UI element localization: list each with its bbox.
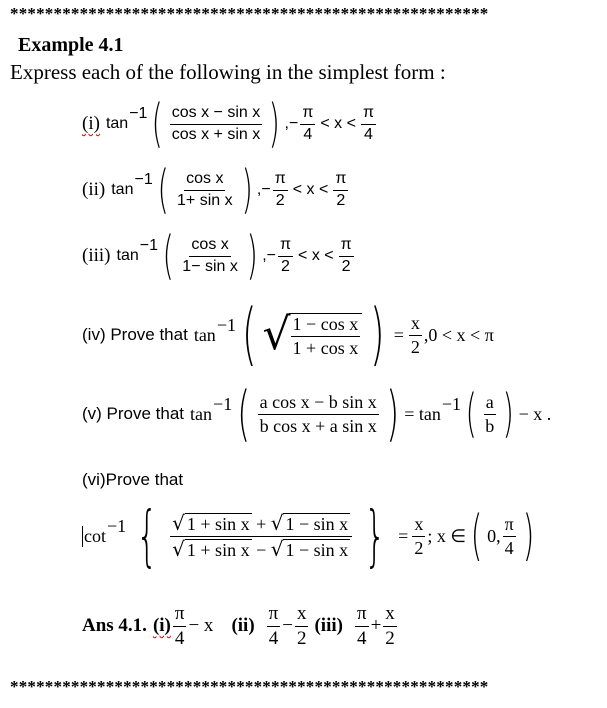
pi-symbol: π [267, 604, 281, 627]
minus-sign: − [251, 539, 271, 560]
sqrt-radicand: 1 + sin x [186, 539, 250, 560]
item-vi-result-den: 2 [414, 537, 424, 558]
item-ii-label: (ii) [82, 179, 106, 200]
item-v-tail: − x . [518, 403, 552, 424]
item-ii-cond: ,− [256, 181, 271, 198]
sqrt-icon: √ [262, 309, 291, 361]
item-i-fn: tan [105, 115, 129, 132]
sqrt-term [270, 510, 350, 535]
item-iii-numerator: cos x [189, 237, 230, 257]
item-ii-inequality: < x < [292, 181, 329, 198]
item-ii-rparen: ) [241, 160, 253, 220]
sqrt-icon: √ [270, 536, 284, 561]
item-v-result-fraction [483, 393, 496, 436]
answer-i-label: (i) [152, 615, 171, 636]
pi-symbol: π [173, 604, 187, 627]
item-i-rparen: ) [268, 94, 280, 154]
item-vi-equals: = [398, 525, 409, 546]
item-v-result-lparen: ( [465, 384, 477, 444]
item-iv-result-den: 2 [410, 336, 420, 357]
item-ii-fn: tan [111, 181, 134, 198]
item-vi-result [412, 515, 425, 558]
pi-symbol: π [300, 105, 315, 125]
answer-label: Ans 4.1. [82, 615, 147, 636]
denominator-4: 4 [364, 125, 373, 143]
denominator-4: 4 [504, 537, 514, 558]
answer-i-tail: − x [188, 615, 214, 636]
item-vi-numerator [170, 510, 352, 537]
sqrt-term [270, 536, 350, 561]
sqrt-radicand: 1 − sin x [285, 513, 349, 534]
item-v-result-den: b [485, 415, 495, 436]
sqrt-icon: √ [172, 510, 185, 535]
pi-symbol: π [339, 237, 354, 257]
item-iii-lparen: ( [162, 226, 174, 286]
denominator-2: 2 [341, 257, 351, 275]
item-iv-sqrt [262, 309, 365, 361]
plus-sign: + [251, 513, 271, 534]
item-iv-numerator: 1 − cos x [291, 315, 361, 337]
item-vi-interval-right [503, 515, 516, 558]
item-i-inverse: −1 [129, 105, 148, 122]
item-v [82, 379, 552, 449]
sqrt-term [172, 510, 251, 535]
item-iii-fn: tan [116, 247, 139, 264]
item-ii-numerator: cos x [184, 171, 225, 191]
item-vi-interval-rparen: ) [522, 504, 535, 567]
item-iii [82, 228, 356, 284]
pi-symbol: π [278, 237, 293, 257]
item-iv-fraction [289, 313, 363, 358]
item-iv [82, 295, 494, 374]
item-i-label: (i) [82, 113, 100, 134]
pi-symbol: π [273, 171, 288, 191]
item-vi-denominator [170, 537, 352, 560]
item-iii-cond: ,− [262, 247, 276, 264]
item-vi-inverse: −1 [107, 515, 127, 536]
answer-iii-label: (iii) [314, 615, 343, 636]
item-iv-result [409, 314, 422, 357]
item-iv-inverse: −1 [216, 314, 236, 335]
answer-iii-plus: + [370, 615, 382, 636]
item-iv-rparen: ) [370, 295, 385, 374]
answer-row [82, 600, 399, 652]
item-vi-interval-lparen: ( [470, 504, 483, 567]
denominator-2: 2 [296, 627, 307, 649]
intro-text: Express each of the following in the simplest form : [10, 60, 446, 84]
answer-iii-fraction-a [355, 604, 369, 649]
item-ii-bound-right [333, 171, 348, 210]
item-v-lparen: ( [237, 379, 251, 449]
item-i-numerator: cos x − sin x [170, 105, 262, 125]
pi-symbol: π [333, 171, 348, 191]
example-title: Example 4.1 [18, 34, 124, 56]
answer-i-fraction [173, 604, 187, 649]
pi-symbol: π [503, 515, 516, 537]
answer-ii-label: (ii) [231, 615, 255, 636]
item-vi-fn: cot [84, 525, 106, 546]
sqrt-radicand: 1 − sin x [285, 539, 349, 560]
denominator-4: 4 [268, 627, 279, 649]
denominator-4: 4 [174, 627, 185, 649]
item-ii [82, 162, 350, 218]
item-v-label: (v) Prove that [82, 404, 185, 423]
item-ii-bound-left [273, 171, 288, 210]
denominator-2: 2 [336, 191, 346, 209]
pi-symbol: π [361, 105, 376, 125]
sqrt-term [172, 536, 251, 561]
item-v-result-rparen: ) [502, 384, 515, 444]
item-i-lparen: ( [152, 94, 164, 154]
answer-ii-fraction-a [267, 604, 281, 649]
sqrt-icon: √ [270, 510, 284, 535]
item-i-inequality: < x < [320, 115, 356, 132]
answer-ii-minus: − [282, 615, 293, 636]
item-iii-fraction [180, 237, 240, 276]
answer-iii-fraction-b [383, 604, 397, 649]
item-iii-label: (iii) [82, 245, 111, 266]
item-v-fn: tan [190, 403, 213, 424]
answer-ii-fraction-b [295, 604, 309, 649]
item-iii-rparen: ) [246, 226, 258, 286]
item-v-denominator: b cos x + a sin x [259, 415, 377, 436]
sqrt-radicand: 1 + sin x [186, 513, 250, 534]
item-vi-cond: ; x ∈ [427, 525, 466, 546]
denominator-2: 2 [281, 257, 290, 275]
item-iii-denominator: 1− sin x [182, 257, 238, 275]
item-iii-bound-left [278, 237, 293, 276]
item-iii-inequality: < x < [298, 247, 334, 264]
item-v-inverse: −1 [213, 393, 233, 414]
item-iv-equals: = [393, 324, 404, 345]
item-vi [82, 497, 539, 574]
item-vi-fraction [170, 510, 352, 561]
item-ii-lparen: ( [157, 160, 169, 220]
item-i-denominator: cos x + sin x [171, 125, 261, 143]
top-star-divider: ******************************************************* [10, 4, 489, 23]
item-iii-bound-right [339, 237, 354, 276]
item-v-result-num: a [484, 393, 496, 415]
item-v-result-inverse: −1 [441, 393, 461, 414]
item-iv-denominator: 1 + cos x [292, 337, 359, 358]
item-vi-label: (vi)Prove that [82, 470, 184, 489]
x-variable: x [295, 604, 309, 627]
x-variable: x [383, 604, 397, 627]
item-i-bound-left [300, 105, 315, 144]
item-i-fraction [170, 105, 262, 144]
pi-symbol: π [355, 604, 369, 627]
item-v-rparen: ) [386, 379, 399, 449]
item-i [82, 96, 378, 152]
item-vi-lbrace: { [136, 497, 158, 574]
item-vi-interval-left: 0, [487, 525, 501, 546]
item-v-numerator: a cos x − b sin x [258, 393, 379, 415]
denominator-2: 2 [275, 191, 285, 209]
item-ii-inverse: −1 [134, 171, 153, 188]
denominator-2: 2 [385, 627, 395, 649]
item-iv-fn: tan [193, 324, 216, 345]
item-iv-label: (iv) Prove that [82, 325, 188, 344]
sqrt-icon: √ [172, 536, 185, 561]
denominator-4: 4 [303, 125, 313, 143]
item-iv-cond: ,0 < x < π [423, 324, 494, 345]
item-ii-fraction [175, 171, 235, 210]
item-iii-inverse: −1 [139, 237, 158, 254]
item-vi-result-num: x [412, 515, 425, 537]
denominator-4: 4 [357, 627, 367, 649]
bottom-star-divider: ******************************************************* [10, 677, 489, 696]
item-ii-denominator: 1+ sin x [177, 191, 233, 209]
item-v-fraction [258, 393, 379, 436]
item-vi-rbrace: } [364, 497, 386, 574]
item-iv-lparen: ( [241, 295, 257, 374]
item-iv-result-num: x [409, 314, 422, 336]
item-i-bound-right [361, 105, 376, 144]
item-i-cond: ,− [284, 115, 299, 132]
item-v-equals-tan: = tan [404, 403, 441, 424]
